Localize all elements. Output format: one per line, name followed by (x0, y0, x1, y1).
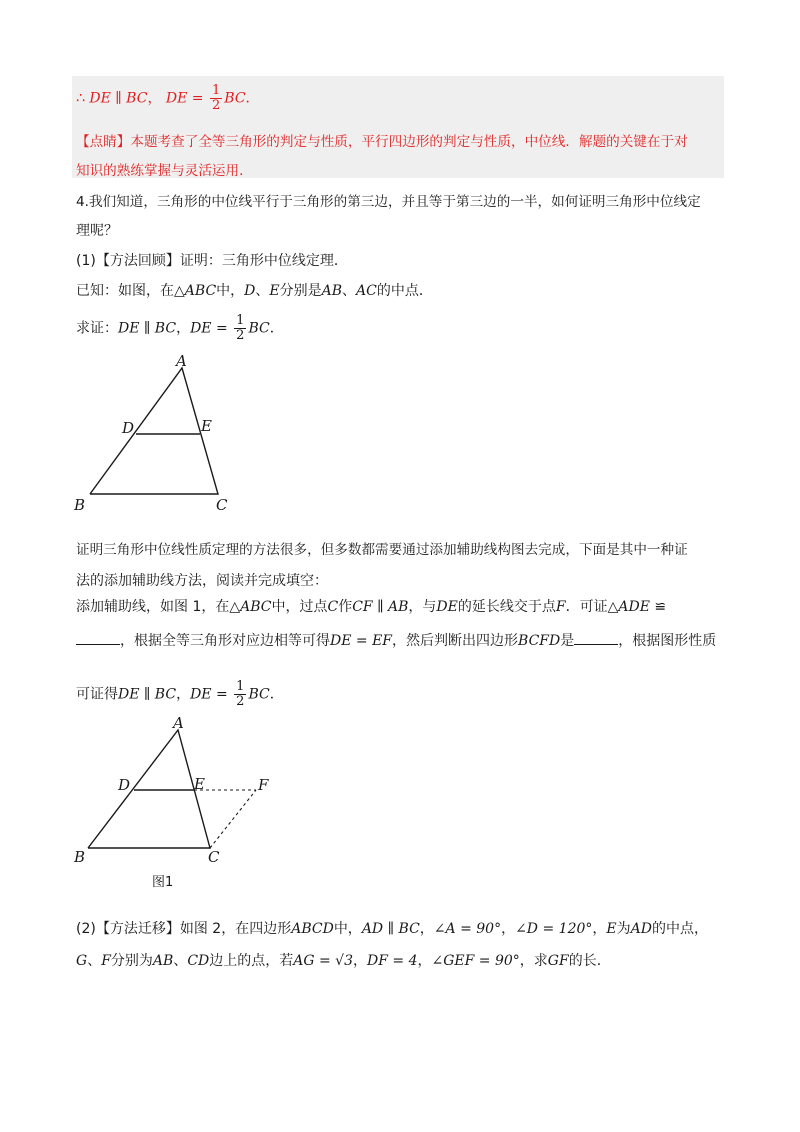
fraction-denominator: 2 (236, 694, 245, 709)
solution-conclusion (76, 84, 260, 113)
separator: ， (176, 686, 191, 703)
separator: ， (417, 953, 432, 969)
segment-de: DE (436, 599, 458, 615)
triangle-name: △ADE (607, 599, 650, 615)
aux-text: ，根据图形性质 (618, 633, 717, 649)
separator: 、 (342, 283, 357, 299)
aux-text: 作 (338, 599, 353, 615)
separator: ， (501, 921, 516, 937)
prove-statement (76, 314, 284, 343)
aux-text: 可证得 (76, 686, 118, 703)
given-text: 的中点． (376, 283, 433, 299)
aux-text: 的延长线交于点 (457, 599, 556, 615)
problem-intro-line-2: 理呢？ (76, 223, 118, 239)
fraction-denominator: 2 (211, 98, 221, 113)
parallel-statement: DE ∥ BC (118, 686, 177, 703)
point-f: F (555, 599, 566, 615)
parallel-statement: DE ∥ BC (118, 320, 177, 337)
point-g: G (76, 953, 88, 969)
part2-line-2 (76, 950, 611, 970)
parallel-statement: AD ∥ BC (361, 921, 420, 937)
label-e: E (201, 417, 212, 435)
label-c: C (208, 848, 220, 866)
therefore-symbol: ∴ (76, 90, 85, 107)
half-fraction (210, 84, 222, 113)
method-line-2: 法的添加辅助线方法，阅读并完成填空： (76, 573, 328, 589)
parallel-statement: CF ∥ AB (352, 599, 409, 615)
aux-line-1 (76, 596, 666, 616)
separator: ， (419, 921, 434, 937)
triangle-abc (88, 730, 210, 848)
triangle-symbol: △ (174, 283, 185, 299)
label-f: F (258, 776, 269, 794)
comment-line-2: 知识的熟练掌握与灵活运用． (76, 163, 253, 179)
angle-a: ∠A = 90° (433, 921, 502, 937)
given-text: 中， (216, 283, 245, 299)
part2-text: ，求 (519, 953, 548, 969)
equation-right: BC (224, 90, 246, 107)
part2-text: 的中点， (651, 921, 708, 937)
angle-d: ∠D = 120° (515, 921, 593, 937)
half-fraction (234, 680, 246, 709)
triangle-name: △ABC (229, 599, 272, 615)
figure-1-diagram (70, 712, 300, 897)
period: ． (269, 686, 284, 703)
label-e: E (194, 775, 205, 793)
label-a: A (173, 714, 184, 732)
fraction-numerator: 1 (211, 83, 221, 98)
comment-line-1: 【点睛】本题考查了全等三角形的判定与性质，平行四边形的判定与性质，中位线．解题的关键在于对 (76, 134, 688, 150)
label-b: B (74, 848, 86, 866)
label-a: A (176, 352, 187, 370)
label-c: C (216, 496, 228, 514)
part2-text: (2)【方法迁移】如图 2，在四边形 (76, 921, 292, 937)
point-d: D (244, 283, 256, 299)
angle-gef: ∠GEF = 90° (431, 953, 520, 969)
fraction-numerator: 1 (236, 679, 245, 694)
separator: ， (147, 90, 162, 107)
equation-left: DE = (190, 686, 228, 703)
part1-title: (1)【方法回顾】证明：三角形中位线定理． (76, 253, 348, 269)
triangle-name: ABC (184, 283, 217, 299)
separator: 、 (87, 953, 102, 969)
aux-text: ，根据全等三角形对应边相等可得 (120, 633, 330, 649)
segment-gf: GF (547, 953, 569, 969)
problem-intro-line-1: 4.我们知道，三角形的中位线平行于三角形的第三边，并且等于第三边的一半，如何证明三角形中位线定 (76, 194, 701, 210)
period: ． (269, 320, 284, 337)
equation: DE = EF (330, 633, 393, 649)
segment-cd: CD (187, 953, 210, 969)
point-e: E (606, 921, 617, 937)
equation-left: DE = (165, 90, 204, 107)
given-text: 分别是 (279, 283, 322, 299)
aux-text: ，然后判断出四边形 (392, 633, 519, 649)
aux-line-3 (76, 680, 284, 709)
part2-text: 分别为 (110, 953, 153, 969)
part2-text: 的长． (568, 953, 611, 969)
prove-label: 求证： (76, 320, 118, 337)
segment-ac: AC (356, 283, 377, 299)
parallel-statement: DE ∥ BC (89, 90, 148, 107)
segment-ab: AB (152, 953, 174, 969)
label-d: D (118, 776, 131, 794)
aux-text: ，与 (408, 599, 437, 615)
segment-ad: AD (630, 921, 652, 937)
separator: ， (176, 320, 191, 337)
line-cf (210, 790, 256, 848)
aux-text: ．可证 (565, 599, 608, 615)
equation-right: BC (248, 320, 270, 337)
aux-line-2 (76, 630, 716, 650)
triangle-figure (70, 350, 260, 520)
fraction-numerator: 1 (236, 313, 245, 328)
given-statement (76, 280, 433, 300)
part2-line-1 (76, 918, 708, 938)
quadrilateral-name: BCFD (518, 633, 561, 649)
point-c: C (327, 599, 339, 615)
df-value: DF = 4 (367, 953, 418, 969)
figure-caption: 图1 (152, 875, 174, 890)
separator: 、 (173, 953, 188, 969)
answer-blank-2[interactable] (574, 630, 618, 645)
period: ． (245, 90, 260, 107)
equation-right: BC (248, 686, 270, 703)
aux-text: 是 (560, 633, 575, 649)
congruent-symbol: ≌ (654, 599, 667, 615)
part2-text: 边上的点，若 (209, 953, 294, 969)
point-f: F (101, 953, 111, 969)
answer-blank-1[interactable] (76, 630, 120, 645)
separator: ， (353, 953, 368, 969)
aux-text: 添加辅助线，如图 1，在 (76, 599, 230, 615)
separator: 、 (255, 283, 270, 299)
part2-text: 为 (616, 921, 631, 937)
given-text: 已知：如图，在 (76, 283, 174, 299)
separator: ， (592, 921, 607, 937)
equation-left: DE = (190, 320, 228, 337)
ag-value: AG = √3 (293, 953, 354, 969)
triangle-abc (90, 368, 218, 494)
point-e: E (269, 283, 280, 299)
segment-ab: AB (321, 283, 343, 299)
label-d: D (122, 419, 135, 437)
quadrilateral-name: ABCD (291, 921, 334, 937)
fraction-denominator: 2 (236, 328, 245, 343)
label-b: B (74, 496, 86, 514)
half-fraction (234, 314, 246, 343)
aux-text: 中，过点 (271, 599, 328, 615)
method-line-1: 证明三角形中位线性质定理的方法很多，但多数都需要通过添加辅助线构图去完成，下面是其中一种证 (76, 542, 688, 558)
part2-text: 中， (333, 921, 362, 937)
